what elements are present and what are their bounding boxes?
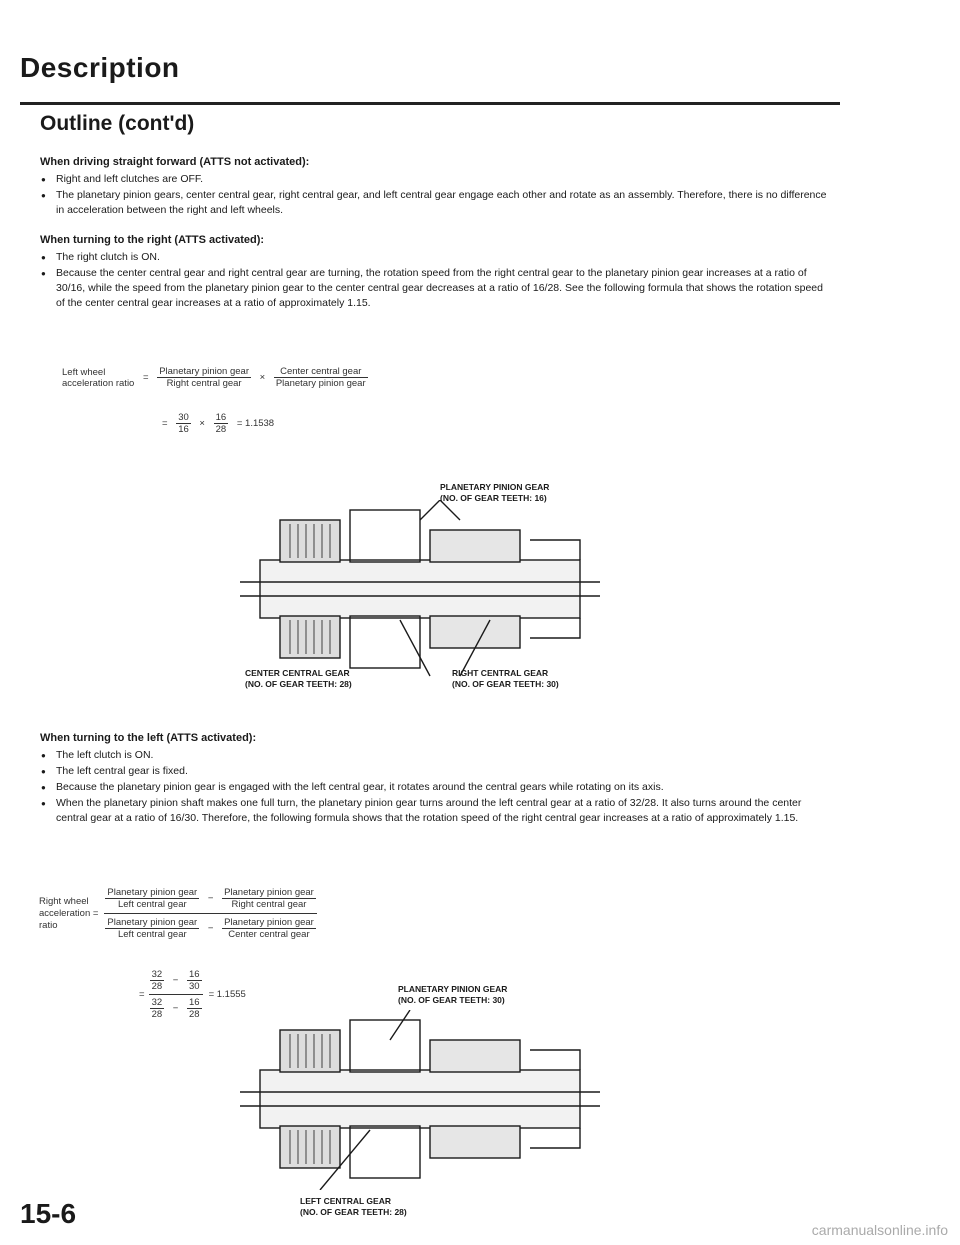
formula-left-turn: Right wheel acceleration = ratio $\frac{\text{Planetary pinion gear}}{\text{Left central gear}}$ − $\frac{\text{Planetary pinion gear}}{\text{Right central gear}}$ $\frac{\text{Planetary pinion gear}}{\text{Left central gear}}$ − $\frac{\text{Planetary pinion gear}}{\text{Center central gear}}$ <box>38 886 317 941</box>
section3-heading: When turning to the left (ATTS activated): <box>40 732 257 744</box>
section-subtitle: Outline (cont'd) <box>40 112 195 135</box>
formula-right-turn-values: = $\frac{30}{16}$ × $\frac{16}{28}$ = 1.1538 <box>162 412 275 435</box>
gear-assembly-diagram-1 <box>240 500 600 678</box>
diagram1-label-planetary: PLANETARY PINION GEAR (NO. OF GEAR TEETH: 16) <box>440 482 550 503</box>
formula-result: = 1.1555 <box>208 989 246 1000</box>
formula-result: = 1.1538 <box>236 418 275 429</box>
section1-heading: When driving straight forward (ATTS not activated): <box>40 156 310 168</box>
section2-heading: When turning to the right (ATTS activated): <box>40 234 265 246</box>
fraction: $\frac{\text{Planetary pinion gear}}{\text{Right central gear}}$ <box>159 366 249 389</box>
list-item: ● Right and left clutches are OFF. <box>40 172 830 187</box>
diagram1-label-center: CENTER CENTRAL GEAR (NO. OF GEAR TEETH: 28) <box>245 668 352 689</box>
list-item: ● The left central gear is fixed. <box>40 764 830 779</box>
list-item: ● The left clutch is ON. <box>40 748 830 763</box>
page-number: 15-6 <box>20 1198 77 1229</box>
list-item: ● Because the center central gear and right central gear are turning, the rotation speed from the right central gear to the planetary pinion gear increases at a ratio of 30/16, while the speed from the planetary pinion gear to the center central gear decreases at a ratio of 16/28. See the following formula that shows the rotation speed of the center central gear increases at a ratio of approximately 1.15. <box>40 266 830 311</box>
formula-right-turn: Left wheel acceleration ratio = $\frac{\text{Planetary pinion gear}}{\text{Right central gear}}$ × $\frac{\text{Center central gear}}{\text{Planetary pinion gear}}$ <box>62 366 366 389</box>
list-item: ● When the planetary pinion shaft makes one full turn, the planetary pinion gear turns around the left central gear at a ratio of 32/28. It also turns around the center central gear at a ratio of 16/30. Therefore, the following formula shows that the rotation speed of the right central gear increases at a ratio of approximately 1.15. <box>40 796 830 826</box>
page-title: Description <box>20 52 180 83</box>
fraction: $\frac{\text{Center central gear}}{\text{Planetary pinion gear}}$ <box>275 366 366 389</box>
section3-list <box>40 748 830 827</box>
fraction: $\frac{30}{16}$ <box>178 412 189 435</box>
formula-lhs: Left wheel <box>62 366 106 378</box>
diagram1-label-right: RIGHT CENTRAL GEAR (NO. OF GEAR TEETH: 30) <box>452 668 559 689</box>
title-rule <box>20 102 840 105</box>
diagram2-label-planetary: PLANETARY PINION GEAR (NO. OF GEAR TEETH: 30) <box>398 984 508 1005</box>
diagram2-label-left: LEFT CENTRAL GEAR (NO. OF GEAR TEETH: 28) <box>300 1196 407 1217</box>
fraction: $\frac{16}{28}$ <box>215 412 227 435</box>
watermark: carmanualsonline.info <box>811 1222 948 1238</box>
list-item: ● Because the planetary pinion gear is engaged with the left central gear, it rotates around the central gears while rotating on its axis. <box>40 780 830 795</box>
section1-list <box>40 172 830 219</box>
list-item: ● The right clutch is ON. <box>40 250 830 265</box>
list-item: ● The planetary pinion gears, center central gear, right central gear, and left central gear engage each other and rotate as an assembly. Therefore, there is no difference in acceleration between the right and left wheels. <box>40 188 830 218</box>
section2-list <box>40 250 830 312</box>
formula-lhs: acceleration ratio <box>62 377 135 389</box>
formula-left-turn-values: = $\frac{32}{28}$ − $\frac{16}{30}$ = 1.1555 $\frac{32}{28}$ − $\frac{16}{28}$ <box>139 969 246 1020</box>
gear-assembly-diagram-2 <box>240 1010 600 1190</box>
